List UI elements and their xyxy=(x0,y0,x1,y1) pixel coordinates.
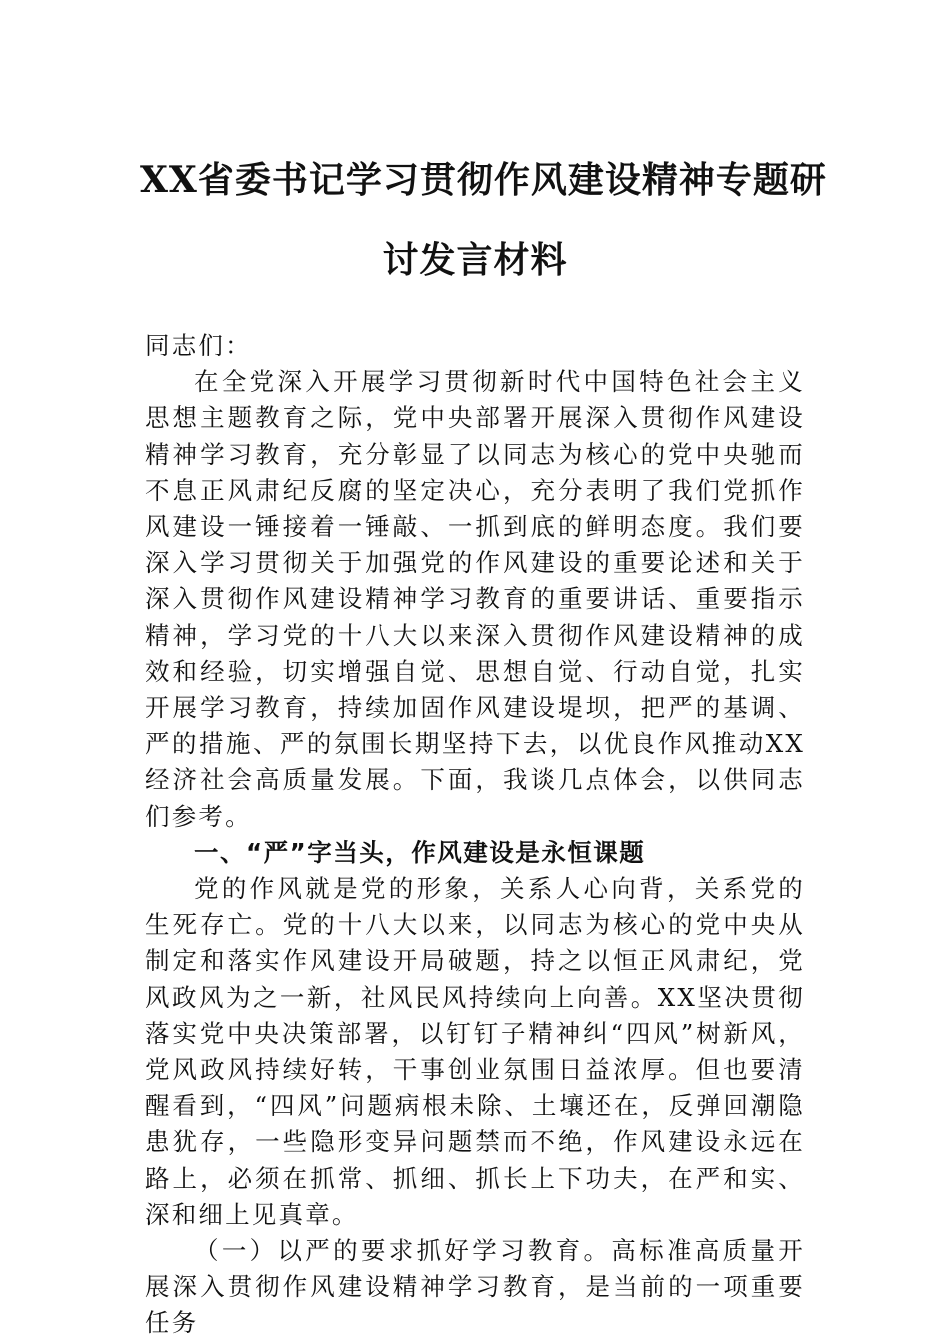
document-body xyxy=(145,328,805,1342)
paragraph-section-1: 党的作风就是党的形象，关系人心向背，关系党的生死存亡。党的十八大以来，以同志为核心的党中央从制定和落实作风建设开局破题，持之以恒正风肃纪，党风政风为之一新，社风民风持续向上向善。XX坚决贯彻落实党中央决策部署，以钉钉子精神纠“四风”树新风，党风政风持续好转，干事创业氛围日益浓厚。但也要清醒看到，“四风”问题病根未除、土壤还在，反弹回潮隐患犹存，一些隐形变异问题禁而不绝，作风建设永远在路上，必须在抓常、抓细、抓长上下功夫，在严和实、深和细上见真章。 xyxy=(145,874,805,1229)
salutation: 同志们： xyxy=(145,331,252,360)
title-line-1: XX省委书记学习贯彻作风建设精神专题研 xyxy=(140,159,827,201)
title-line-2: 讨发言材料 xyxy=(382,239,568,281)
subheading-1: （一）以严的要求抓好学习教育。 xyxy=(194,1236,612,1266)
document-title xyxy=(140,140,827,300)
section-heading-1: 一、“严”字当头，作风建设是永恒课题 xyxy=(194,837,646,867)
paragraph-subsection-1-text: 高标准高质量开展深入贯彻作风建设精神学习教育，是当前的一项重要任务 xyxy=(145,1236,805,1338)
paragraph-intro: 在全党深入开展学习贯彻新时代中国特色社会主义思想主题教育之际，党中央部署开展深入贯彻作风建设精神学习教育，充分彰显了以同志为核心的党中央驰而不息正风肃纪反腐的坚定决心，充分表明了我们党抓作风建设一锤接着一锤敲、一抓到底的鲜明态度。我们要深入学习贯彻关于加强党的作风建设的重要论述和关于深入贯彻作风建设精神学习教育的重要讲话、重要指示精神，学习党的十八大以来深入贯彻作风建设精神的成效和经验，切实增强自觉、思想自觉、行动自觉，扎实开展学习教育，持续加固作风建设堤坝，把严的基调、严的措施、严的氛围长期坚持下去，以优良作风推动XX经济社会高质量发展。下面，我谈几点体会，以供同志们参考。 xyxy=(145,367,805,831)
paragraph-subsection-1 xyxy=(145,1233,805,1342)
